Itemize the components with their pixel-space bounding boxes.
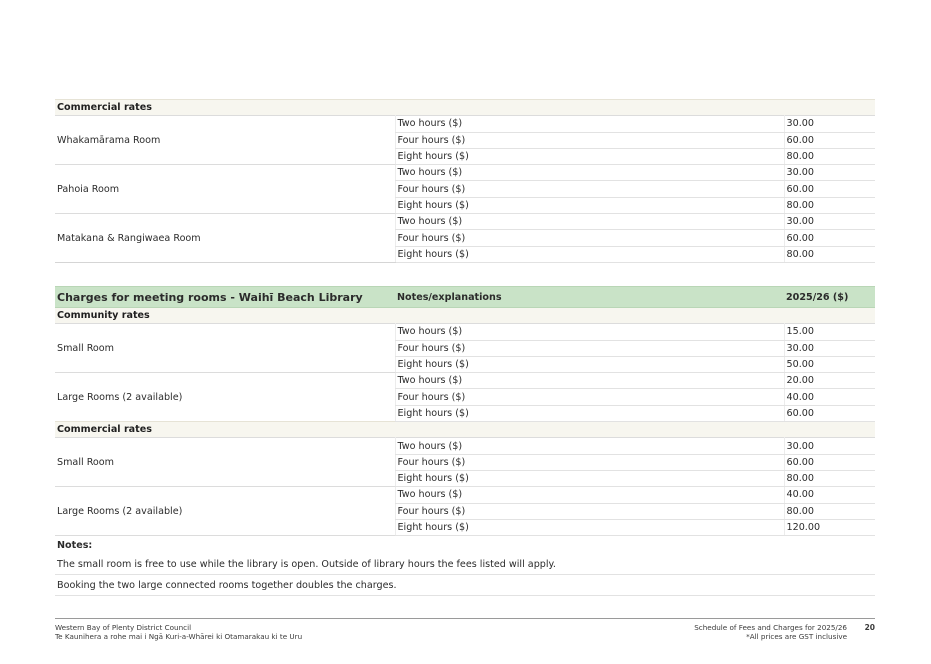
table-row [55, 165, 875, 181]
rate-label: Four hours ($) [395, 503, 784, 519]
rate-label: Two hours ($) [395, 214, 784, 230]
note-row [55, 554, 875, 575]
rate-value: 30.00 [784, 165, 875, 181]
rate-value: 30.00 [784, 116, 875, 132]
rate-label: Eight hours ($) [395, 405, 784, 421]
footer-doc-info [694, 623, 847, 641]
commercial-rates-table-continued [55, 99, 875, 263]
rate-label: Eight hours ($) [395, 519, 784, 535]
doc-title: Schedule of Fees and Charges for 2025/26 [694, 623, 847, 632]
rate-label: Four hours ($) [395, 340, 784, 356]
section-row [55, 422, 875, 438]
section-row [55, 308, 875, 324]
section-label: Community rates [55, 308, 875, 324]
gst-note: *All prices are GST inclusive [746, 632, 847, 641]
table-row [55, 487, 875, 503]
table-row [55, 373, 875, 389]
note-row [55, 575, 875, 596]
table-row [55, 116, 875, 132]
rate-label: Two hours ($) [395, 373, 784, 389]
table-title: Charges for meeting rooms - Waihī Beach Library [55, 287, 395, 308]
footer-org [55, 623, 302, 641]
room-name: Small Room [57, 342, 115, 354]
rate-label: Eight hours ($) [395, 356, 784, 372]
rate-value: 80.00 [784, 470, 875, 486]
table-header [55, 287, 875, 308]
rate-label: Two hours ($) [395, 487, 784, 503]
room-name: Whakamārama Room [57, 134, 161, 146]
org-name-maori: Te Kaunihera a rohe mai i Ngā Kuri-a-Whārei ki Otamarakau ki te Uru [55, 632, 303, 641]
rate-label: Four hours ($) [395, 181, 784, 197]
rate-label: Eight hours ($) [395, 148, 784, 164]
rate-value: 30.00 [784, 214, 875, 230]
rate-label: Eight hours ($) [395, 246, 784, 262]
room-name: Matakana & Rangiwaea Room [55, 214, 395, 263]
note-text: Booking the two large connected rooms together doubles the charges. [55, 575, 875, 596]
rate-label: Two hours ($) [395, 324, 784, 340]
rate-value: 15.00 [784, 324, 875, 340]
rate-value: 80.00 [784, 197, 875, 213]
room-name: Large Rooms (2 available) [57, 391, 183, 403]
rate-label: Two hours ($) [395, 165, 784, 181]
section-label: Commercial rates [55, 100, 875, 116]
table-row [55, 214, 875, 230]
waihi-beach-library-charges-table [55, 286, 875, 596]
rate-value: 40.00 [784, 487, 875, 503]
rate-value: 60.00 [784, 405, 875, 421]
room-name: Small Room [57, 456, 115, 468]
rate-value: 60.00 [784, 454, 875, 470]
table-row [55, 324, 875, 340]
org-name: Western Bay of Plenty District Council [55, 623, 192, 632]
year-column-header: 2025/26 ($) [784, 287, 875, 308]
rate-value: 50.00 [784, 356, 875, 372]
rate-label: Eight hours ($) [395, 197, 784, 213]
rate-value: 30.00 [784, 340, 875, 356]
rate-value: 60.00 [784, 181, 875, 197]
rate-label: Two hours ($) [395, 116, 784, 132]
notes-title-row [55, 536, 875, 555]
room-name: Pahoia Room [57, 183, 120, 195]
page-number: 20 [864, 623, 875, 632]
rate-value: 20.00 [784, 373, 875, 389]
section-label: Commercial rates [55, 422, 875, 438]
rate-value: 40.00 [784, 389, 875, 405]
note-text: The small room is free to use while the library is open. Outside of library hours the fees listed will apply. [55, 554, 875, 575]
page-footer [55, 618, 875, 641]
rate-label: Eight hours ($) [395, 470, 784, 486]
rate-value: 30.00 [784, 438, 875, 454]
notes-column-header: Notes/explanations [395, 287, 784, 308]
rate-label: Two hours ($) [395, 438, 784, 454]
room-name: Large Rooms (2 available) [57, 505, 183, 517]
notes-title: Notes: [55, 536, 875, 555]
rate-label: Four hours ($) [395, 230, 784, 246]
rate-label: Four hours ($) [395, 389, 784, 405]
rate-value: 120.00 [784, 519, 875, 535]
section-row [55, 100, 875, 116]
rate-value: 60.00 [784, 230, 875, 246]
rate-value: 80.00 [784, 148, 875, 164]
table-row [55, 438, 875, 454]
rate-value: 80.00 [784, 246, 875, 262]
rate-label: Four hours ($) [395, 132, 784, 148]
rate-value: 60.00 [784, 132, 875, 148]
rate-value: 80.00 [784, 503, 875, 519]
rate-label: Four hours ($) [395, 454, 784, 470]
